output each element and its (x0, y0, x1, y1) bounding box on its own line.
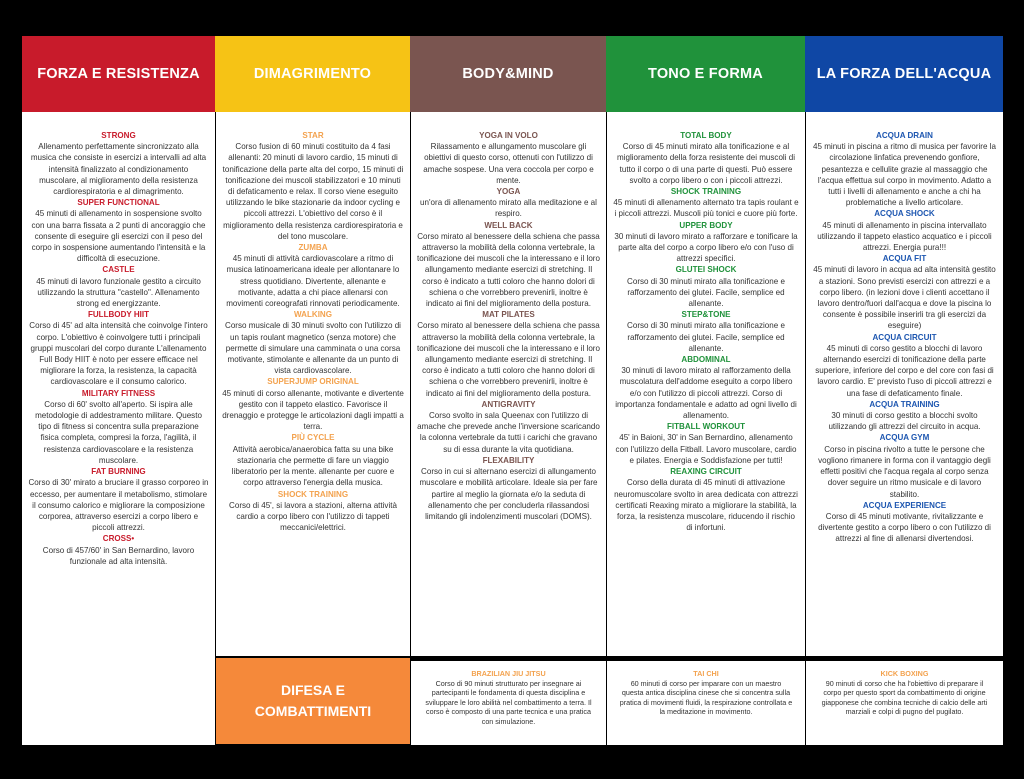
course-title: FAT BURNING (91, 467, 146, 477)
course-description: 45 minuti in piscina a ritmo di musica per favorire la circolazione linfatica prevenendo gonfiore, pesantezza e cellulite grazie al massaggio che l'acqua effettua sul corpo in movimento. Adatto a tutti i livelli di allenamento e anche a chi ha problematiche a livello articolare. (813, 142, 996, 208)
course-title: GLUTEI SHOCK (675, 265, 737, 275)
course-title: FULLBODY HIIT (87, 310, 150, 320)
course-title: ACQUA GYM (879, 433, 930, 443)
column-body-mind (411, 112, 606, 656)
course-description: Corso musicale di 30 minuti svolto con l'utilizzo di un tapis roulant magnetico (senza motore) che permette di simulare una camminata o una corsa motivante, stimolante e allenante da un punto di vista cardiovascolare. (225, 321, 401, 376)
course-description: Attività aerobica/anaerobica fatta su una bike stazionaria che permette di fare un viaggio liberatorio per la mente. allenante per cuore e corpo attraverso l'energia della musica. (231, 444, 395, 488)
course-title: MILITARY FITNESS (81, 388, 156, 398)
course-description: 45 minuti di allenamento in piscina intervallato utilizzando il tappeto elastico acquatico e i piccoli attrezzi. Energia pura!!! (817, 220, 992, 253)
course-title: ACQUA DRAIN (876, 131, 933, 140)
course-title: STEP&TONE (681, 310, 731, 320)
column-forza-acqua (806, 112, 1003, 656)
course-description: Corso mirato al benessere della schiena che passa attraverso la mobilità della colonna vertebrale, la tonificazione dei muscoli che la interessano e il loro allungamento mediante esercizi di stretching. Il corso è indicato a tutti coloro che hanno dolori di schiena o che vorrebbero prevenirli, inoltre è indicato ai fini del miglioramento della postura. (417, 321, 600, 398)
course-description: 45 minuti di lavoro funzionale gestito a circuito utilizzando la struttura "castello". Allenamento strong ed energizzante. (36, 276, 201, 309)
course-box-kick-boxing (806, 661, 1003, 745)
course-description: Corso in cui si alternano esercizi di allungamento muscolare e mobilità articolare. Ideale sia per fare partire al meglio la giornata e/o la seduta di allenamento che per concluderla rilassandosi limitando gli indolenzimenti muscolari (DOMS). (419, 467, 598, 521)
course-title: CROSS• (102, 534, 135, 544)
course-description: 45 minuti di lavoro in acqua ad alta intensità gestito a stazioni. Sono previsti esercizi con attrezzi e a corpo libero. (in lezioni dove i clienti accettano il lavoro dentro/fuori dall'acqua e dove la piscina lo consente è possibile inserirli tra gli esercizi da eseguire) (813, 265, 996, 331)
course-title: ACQUA SHOCK (874, 209, 935, 219)
course-title: ACQUA EXPERIENCE (862, 500, 947, 510)
course-title: REAXING CIRCUIT (670, 467, 742, 477)
column-tono-forma (607, 112, 805, 656)
course-description: 45 minuti di corso allenante, motivante e divertente gestito con il tappeto elastico. Favorisce il drenaggio e protegge le articolazioni dagli impatti a terra. (222, 388, 404, 432)
course-title: SUPER FUNCTIONAL (77, 198, 160, 208)
course-description: 45 minuti di corso gestito a blocchi di lavoro alternando esercizi di tonificazione della parte superiore, inferiore del corpo e del core con fasi di lavoro cardio. E' previsto l'uso di piccoli attrezzi e una fase di defaticamento finale. (815, 343, 994, 398)
course-description: Corso della durata di 45 minuti di attivazione neuromuscolare svolto in area dedicata con attrezzi certificati Reaxing mirato a migliorare la stabilità, la forza, la resistenza muscolare, riducendo il rischio di infortuni. (614, 478, 798, 533)
header-difesa-combattimenti (216, 658, 410, 744)
course-title: WELL BACK (484, 220, 533, 230)
column-forza-resistenza (22, 112, 215, 745)
course-description: 30 minuti di corso gestito a blocchi svolto utilizzando gli attrezzi del circuito in acqua. (828, 411, 981, 432)
header-forza-acqua: LA FORZA DELL'ACQUA (805, 36, 1003, 112)
course-title: ANTIGRAVITY (481, 399, 536, 409)
course-title: SHOCK TRAINING (670, 187, 742, 197)
course-title: WALKING (294, 310, 332, 320)
course-title: BRAZILIAN JIU JITSU (471, 669, 546, 678)
course-description: 60 minuti di corso per imparare con un maestro questa antica disciplina cinese che si concentra sulla pratica di movimenti fluidi, la respirazione controllata e la meditazione in movimento. (619, 678, 793, 717)
course-description: 45 minuti di allenamento in sospensione svolto con una barra fissata a 2 punti di ancoraggio che consente di eseguire gli esercizi con il peso del corpo in sospensione aumentando l'intensità e la difficoltà di esecuzione. (31, 209, 206, 264)
course-description: Corso in piscina rivolto a tutte le persone che vogliono rimanere in forma con il vantaggio degli effetti positivi che l'acqua regala al corpo senza dover seguire un ritmo musicale e di lavoro stabilito. (818, 444, 991, 499)
course-description: Rilassamento e allungamento muscolare gli obiettivi di questo corso, ottenuti con l'utilizzo di amache sospese. Una vera coccola per corpo e mente. (423, 142, 594, 185)
course-description: Corso di 30 minuti mirato alla tonificazione e rafforzamento dei glutei. Facile, semplice ed allenante. (627, 276, 785, 309)
course-title: UPPER BODY (679, 220, 733, 230)
course-description: 90 minuti di corso che ha l'obiettivo di preparare il corpo per questo sport da combattimento di origine giapponese che combina tecniche di calcio delle arti marziali e colpi di pugno del pugilato. (821, 678, 988, 717)
course-description: Corso di 30 minuti mirato alla tonificazione e rafforzamento dei glutei. Facile, semplice ed allenante. (627, 321, 785, 353)
course-title: ACQUA TRAINING (869, 399, 940, 409)
course-description: un'ora di allenamento mirato alla meditazione e al respiro. (420, 198, 597, 219)
course-description: Allenamento perfettamente sincronizzato alla musica che consiste in esercizi a intervalli ad alta intensità finalizzato al condizionamento muscolare, al miglioramento della resistenza cardiorespiratoria e al dimagrimento. (30, 142, 207, 197)
course-title: STRONG (101, 131, 136, 140)
course-title: KICK BOXING (880, 669, 929, 678)
course-title: TOTAL BODY (680, 131, 732, 140)
course-title: ABDOMINAL (681, 355, 731, 365)
course-title: MAT PILATES (482, 310, 535, 320)
course-description: 45' in Baioni, 30' in San Bernardino, allenamento con l'utilizzo della Fitball. Lavoro muscolare, cardio e pilates. Energia e Soddisfazione per tutti! (615, 433, 797, 465)
course-description: Corso di 45 minuti motivante, rivitalizzante e divertente gestito a corpo libero o con l'utilizzo di attrezzi al fine di allenarsi divertendosi. (818, 511, 991, 544)
course-description: Corso di 90 minuti strutturato per insegnare ai partecipanti le fondamenta di questa disciplina e sviluppare le loro abilità nel combattimento a terra. Il corso è composto di una parte tecnica e una pratica con simulazione. (425, 678, 592, 726)
course-title: YOGA (496, 187, 521, 197)
course-title: TAI CHI (693, 669, 719, 678)
course-description: Corso di 45 minuti mirato alla tonificazione e al miglioramento della forza resistente dei muscoli di tutto il corpo o di una parte di questi. Può essere svolto a corpo libero o con i piccoli attrezzi. (616, 142, 795, 185)
column-dimagrimento (216, 112, 410, 656)
course-description: 45 minuti di attività cardiovascolare a ritmo di musica latinoamericana ideale per allontanare lo stress quotidiano. Divertente, allenante e motivante, adatta a chi piace allenarsi con movimenti coreografati rinnovati periodicamente. (226, 254, 400, 309)
course-description: 30 minuti di lavoro mirato al rafforzamento della muscolatura dell'addome eseguito a corpo libero e/o con l'utilizzo di piccoli attrezzi. Corso di importanza fondamentale e adatto ad ogni livello di allenamento. (615, 366, 797, 421)
course-description: Corso di 45' ad alta intensità che coinvolge l'intero corpo. L'obiettivo è coinvolgere tutti i principali gruppi muscolari del corpo durante L'allenamento Full Body HIIT è noto per essere efficace nel migliorare la forza, la resistenza, la capacità cardiovascolare e il consumo calorico. (29, 321, 208, 387)
course-title: ACQUA FIT (882, 254, 927, 264)
course-title: FITBALL WORKOUT (666, 422, 746, 432)
header-dimagrimento: DIMAGRIMENTO (215, 36, 410, 112)
course-box-brazilian-jiu-jitsu (411, 661, 606, 745)
course-title: ZUMBA (298, 243, 328, 253)
course-description: 30 minuti di lavoro mirato a rafforzare e tonificare la parte alta del corpo a corpo libero e/o con l'uso di attrezzi specifici. (614, 231, 798, 264)
course-description: Corso di 30' mirato a bruciare il grasso corporeo in eccesso, per aumentare il metabolismo, stimolare il consumo calorico e migliorare la composizione corporea, attraverso esercizi a corpo libero e piccoli attrezzi. (28, 478, 209, 533)
course-description: Corso svolto in sala Queenax con l'utilizzo di amache che prevede anche l'inversione scaricando la colonna vertebrale da tutti i carichi che gravano su di essa durante la vita quotidiana. (417, 411, 600, 454)
course-title: ACQUA CIRCUIT (872, 332, 937, 342)
course-title: STAR (302, 131, 324, 140)
course-title: YOGA IN VOLO (479, 131, 538, 140)
course-description: 45 minuti di allenamento alternato tra tapis roulant e i piccoli attrezzi. Muscoli più tonici e cuore più forte. (613, 198, 799, 219)
course-description: Corso fusion di 60 minuti costituito da 4 fasi allenanti: 20 minuti di lavoro cardio, 15 minuti di tonificazione della parte alta del corpo, 15 minuti di tonificazione dei muscoli stabilizzatori e 10 minuti di defaticamento e relax. Il corso viene eseguito utilizzando le bike stazionarie da indoor cycling e piccoli attrezzi. L'obiettivo del corso è il miglioramento della resistenza cardiorespiratoria e del tono muscolare. (222, 142, 404, 241)
course-description: Corso di 457/60' in San Bernardino, lavoro funzionale ad alta intensità. (42, 545, 195, 566)
course-title: FLEXABILITY (482, 455, 535, 465)
header-body-mind: BODY&MIND (410, 36, 606, 112)
difesa-label: DIFESA E COMBATTIMENTI (254, 682, 372, 719)
course-description: Corso mirato al benessere della schiena che passa attraverso la mobilità della colonna vertebrale, la tonificazione dei muscoli che la interessano e il loro allungamento mediante esercizi di stretching. Il corso è indicato a tutti coloro che hanno dolori di schiena o che vorrebbero prevenirli, inoltre è indicato ai fini del miglioramento della postura. (417, 231, 600, 309)
course-description: Corso di 45', si lavora a stazioni, alterna attività cardio a corpo libero con l'utilizzo di tappeti meccanici/elettrici. (229, 500, 397, 533)
course-title: SHOCK TRAINING (277, 489, 349, 499)
course-box-tai-chi (607, 661, 805, 745)
course-title: PIÙ CYCLE (291, 433, 335, 443)
course-description: Corso di 60' svolto all'aperto. Si ispira alle metodologie di addestramento militare. Questo tipo di fitness si concentra sulla preparazione fisica completa, compresi la forza, l'agilità, il resistenza cardiovascolare e la resistenza muscolare. (35, 399, 202, 465)
course-title: SUPERJUMP ORIGINAL (267, 377, 359, 387)
course-title: CASTLE (102, 265, 135, 275)
header-forza-resistenza: FORZA E RESISTENZA (22, 36, 215, 112)
header-tono-forma: TONO E FORMA (606, 36, 805, 112)
